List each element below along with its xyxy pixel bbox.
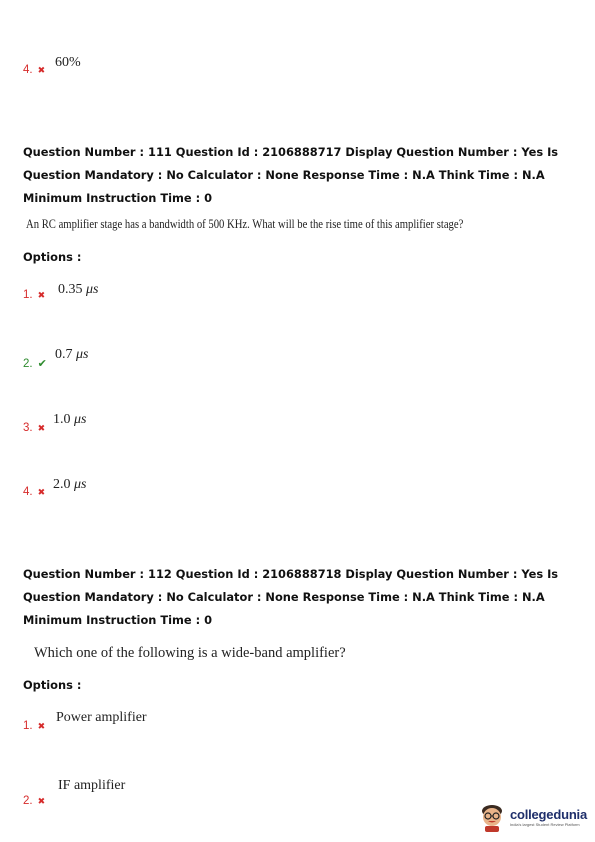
question-111-options-label: Options :: [23, 250, 82, 264]
prev-option-4-text: 60%: [55, 55, 81, 70]
cross-icon: ✖: [37, 487, 46, 497]
cross-icon: ✖: [37, 721, 46, 731]
q112-option-2-text: IF amplifier: [58, 778, 126, 793]
check-icon: ✔: [37, 358, 47, 370]
q111-option-3-number: 3. ✖: [23, 422, 46, 434]
question-112-options-label: Options :: [23, 678, 82, 692]
q111-option-2-number: 2. ✔: [23, 358, 47, 370]
question-112-text: Which one of the following is a wide-band amplifier?: [34, 645, 346, 661]
logo-name: collegedunia: [509, 807, 587, 822]
q111-option-4-text: 2.0 μs: [53, 477, 87, 492]
cross-icon: ✖: [37, 796, 46, 806]
q111-option-2-text: 0.7 μs: [55, 347, 89, 362]
q112-option-2-number: 2. ✖: [23, 795, 46, 807]
question-111-text: An RC amplifier stage has a bandwidth of 500 KHz. What will be the rise time of this amplifier stage?: [26, 216, 464, 231]
collegedunia-logo: [479, 802, 587, 832]
q112-option-1-text: Power amplifier: [56, 710, 147, 725]
prev-option-4-number: 4. ✖: [23, 64, 46, 76]
question-111-header: Question Number : 111 Question Id : 2106888717 Display Question Number : Yes Is Question Mandatory : No Calculator : None Response Time : N.A Think Time : N.A Minimum Instruction Time : 0: [23, 145, 559, 205]
cross-icon: ✖: [37, 423, 46, 433]
question-112-header: Question Number : 112 Question Id : 2106888718 Display Question Number : Yes Is Question Mandatory : No Calculator : None Response Time : N.A Think Time : N.A Minimum Instruction Time : 0: [23, 567, 559, 627]
cross-icon: ✖: [37, 65, 46, 75]
mascot-icon: [479, 802, 505, 832]
q112-option-1-number: 1. ✖: [23, 720, 46, 732]
q111-option-3-text: 1.0 μs: [53, 412, 87, 427]
q111-option-1-number: 1. ✖: [23, 289, 46, 301]
q111-option-1-text: 0.35 μs: [58, 282, 99, 297]
logo-tagline: India's largest Student Review Platform: [509, 822, 580, 827]
cross-icon: ✖: [37, 290, 46, 300]
q111-option-4-number: 4. ✖: [23, 486, 46, 498]
